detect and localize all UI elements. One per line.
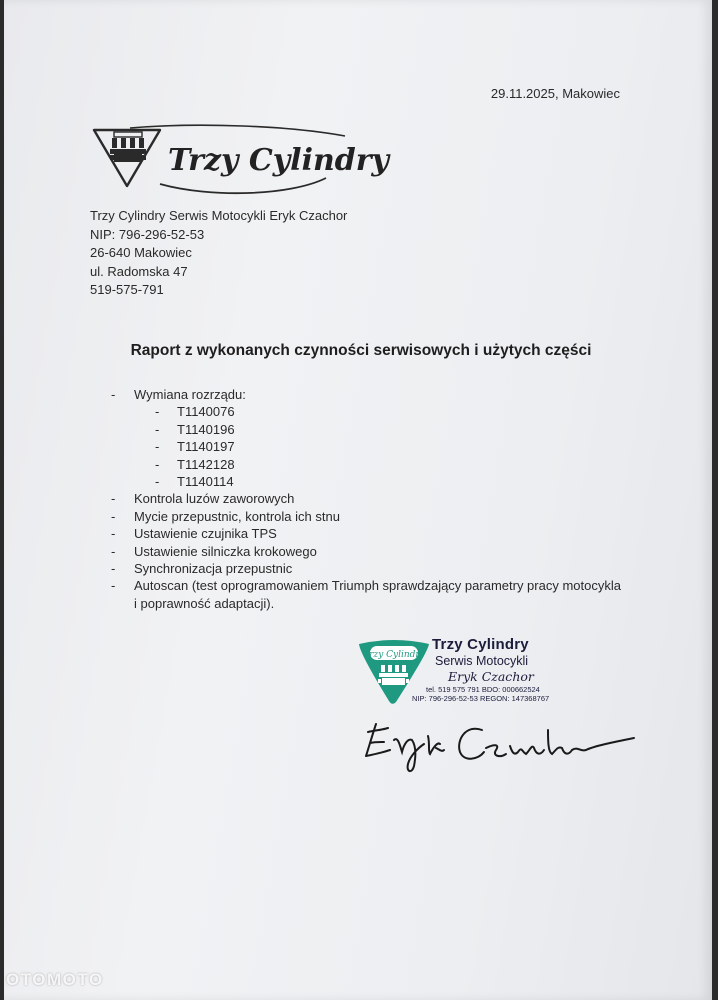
list-dash: - [155, 404, 160, 420]
stamp-contact-line: tel. 519 575 791 BDO: 000662524 [426, 685, 540, 694]
list-dash: - [155, 439, 160, 455]
logo-wordmark: Trzy Cylindry [168, 143, 389, 178]
handwritten-signature [354, 700, 644, 780]
list-item [111, 560, 651, 577]
company-address-block [90, 207, 347, 300]
list-dash: - [111, 508, 116, 524]
list-item [111, 386, 651, 403]
list-dash: - [111, 543, 116, 559]
list-item [111, 490, 651, 507]
list-dash: - [111, 387, 116, 402]
part-item [111, 473, 651, 490]
list-dash: - [155, 474, 160, 490]
stamp-subtitle: Serwis Motocykli [435, 654, 529, 668]
document-page [4, 0, 712, 1000]
company-nip: NIP: 796-296-52-53 [90, 226, 205, 242]
list-item-text: Wymiana rozrządu: [134, 387, 246, 402]
date-place: 29.11.2025, Makowiec [490, 86, 620, 101]
list-item [111, 577, 651, 594]
part-number: T1140197 [177, 439, 235, 455]
list-item-text: Mycie przepustnic, kontrola ich stnu [134, 508, 340, 524]
list-dash: - [111, 578, 116, 594]
stamp-owner: Eryk Czachor [448, 669, 534, 684]
list-dash: - [111, 526, 116, 542]
part-item [111, 456, 651, 473]
list-item [111, 525, 651, 542]
part-number: T1140196 [177, 421, 235, 437]
part-number: T1142128 [177, 456, 235, 472]
list-item-text: i poprawność adaptacji). [134, 595, 275, 611]
list-item-text: Autoscan (test oprogramowaniem Triumph sprawdzający parametry pracy motocykla [134, 578, 621, 594]
list-item-text: Kontrola luzów zaworowych [134, 491, 295, 507]
list-item-text: Ustawienie czujnika TPS [134, 526, 277, 542]
list-dash: - [111, 561, 116, 577]
part-item [111, 421, 651, 438]
stamp-text-block [412, 636, 550, 703]
list-dash: - [155, 421, 160, 437]
list-item-text: Ustawienie silniczka krokowego [134, 543, 317, 559]
stamp-registry-line: NIP: 796-296-52-53 REGON: 147368767 [412, 694, 550, 703]
report-title: Raport z wykonanych czynności serwisowych i użytych części [130, 342, 592, 359]
part-number: T1140076 [177, 404, 235, 420]
company-postal: 26-640 Makowiec [90, 245, 192, 260]
stamp-badge-text: Trzy Cylindry [363, 650, 425, 660]
list-dash: - [155, 456, 160, 472]
company-street: ul. Radomska 47 [90, 263, 188, 279]
part-item [111, 438, 651, 455]
list-item-continuation [111, 595, 651, 612]
list-item [111, 543, 651, 560]
service-list [111, 386, 651, 612]
company-phone: 519-575-791 [90, 282, 164, 297]
watermark: OTOMOTO [6, 970, 104, 989]
company-logo [90, 124, 389, 202]
list-item-text: Synchronizacja przepustnic [134, 561, 293, 577]
company-name: Trzy Cylindry Serwis Motocykli Eryk Czachor [90, 208, 348, 223]
list-item [111, 508, 651, 525]
part-number: T1140114 [177, 474, 234, 490]
stamp-name: Trzy Cylindry [432, 636, 529, 653]
part-item [111, 403, 651, 420]
list-dash: - [111, 491, 116, 507]
